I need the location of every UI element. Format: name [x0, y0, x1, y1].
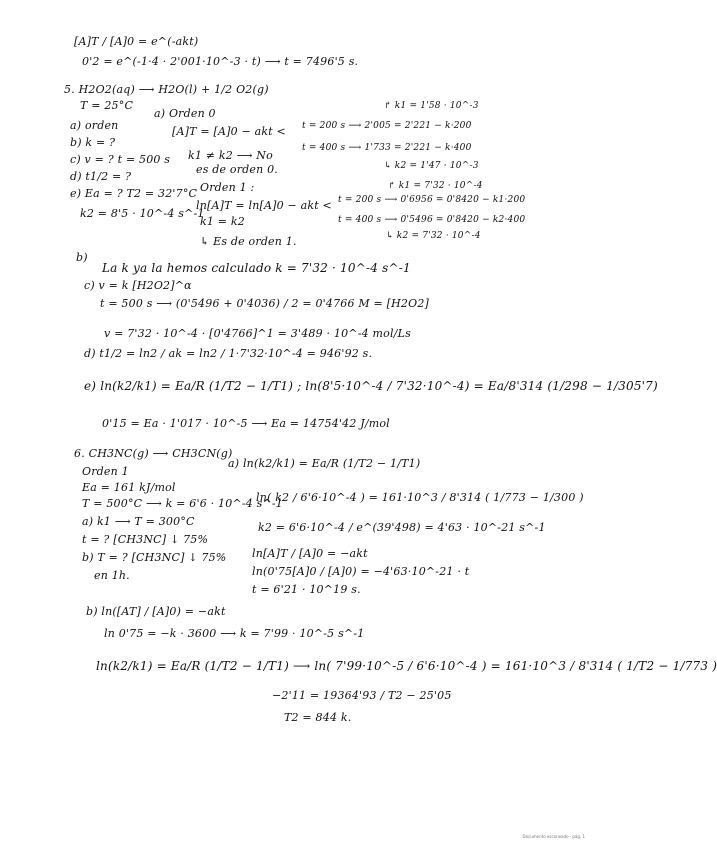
handwritten-line: ↱ k1 = 1'58 · 10^-3 — [384, 101, 479, 111]
handwritten-line: 6. CH3NC(g) ⟶ CH3CN(g) — [74, 447, 233, 460]
handwritten-line: e) Ea = ? T2 = 32'7°C — [70, 187, 198, 200]
handwritten-line: t = 400 s ⟶ 0'5496 = 0'8420 − k2·400 — [338, 215, 526, 225]
handwritten-line: t = ? [CH3NC] ↓ 75% — [82, 533, 209, 546]
handwritten-line: ln[A]T = ln[A]0 − akt < — [196, 199, 332, 212]
handwritten-line: b) ln([AT] / [A]0) = −akt — [86, 605, 226, 618]
handwritten-line: d) t1/2 = ln2 / ak = ln2 / 1·7'32·10^-4 = 946'92 s. — [84, 347, 373, 360]
handwritten-line: T = 500°C ⟶ k = 6'6 · 10^-4 s^-1 — [82, 497, 284, 510]
handwritten-line: t = 400 s ⟶ 1'733 = 2'221 − k·400 — [302, 143, 472, 153]
handwritten-line: ln( k2 / 6'6·10^-4 ) = 161·10^3 / 8'314 ( 1/773 − 1/300 ) — [256, 491, 584, 504]
handwritten-line: c) v = ? t = 500 s — [70, 153, 171, 166]
handwritten-line: a) orden — [70, 119, 119, 132]
handwritten-line: t = 200 s ⟶ 0'6956 = 0'8420 − k1·200 — [338, 195, 526, 205]
handwritten-line: b) — [76, 251, 88, 264]
handwritten-line: ln(k2/k1) = Ea/R (1/T2 − 1/T1) ⟶ ln( 7'99·10^-5 / 6'6·10^-4 ) = 161·10^3 / 8'314 ( 1/T2 − 1/773 ) — [96, 659, 717, 673]
handwritten-line: t = 200 s ⟶ 2'005 = 2'221 − k·200 — [302, 121, 472, 131]
handwritten-line: es de orden 0. — [196, 163, 279, 176]
handwritten-line: c) v = k [H2O2]^α — [84, 279, 192, 292]
handwritten-line: a) Orden 0 — [154, 107, 216, 120]
handwritten-line: ↳ Es de orden 1. — [200, 235, 297, 248]
handwritten-line: 0'15 = Ea · 1'017 · 10^-5 ⟶ Ea = 14754'42 J/mol — [102, 417, 390, 430]
handwritten-line: 0'2 = e^(-1·4 · 2'001·10^-3 · t) ⟶ t = 7496'5 s. — [82, 55, 359, 68]
handwritten-line: [A]T = [A]0 − akt < — [172, 125, 286, 138]
handwritten-line: en 1h. — [94, 569, 130, 582]
handwritten-line: ↱ k1 = 7'32 · 10^-4 — [388, 181, 483, 191]
handwritten-line: [A]T / [A]0 = e^(-akt) — [74, 35, 199, 48]
handwritten-line: b) k = ? — [70, 136, 116, 149]
handwritten-line: La k ya la hemos calculado k = 7'32 · 10^-4 s^-1 — [102, 261, 411, 275]
handwritten-line: ln 0'75 = −k · 3600 ⟶ k = 7'99 · 10^-5 s^-1 — [104, 627, 365, 640]
handwritten-line: T2 = 844 k. — [284, 711, 352, 724]
handwritten-line: a) ln(k2/k1) = Ea/R (1/T2 − 1/T1) — [228, 457, 421, 470]
handwritten-line: a) k1 ⟶ T = 300°C — [82, 515, 195, 528]
handwritten-line: k1 ≠ k2 ⟶ No — [188, 149, 273, 162]
handwritten-line: d) t1/2 = ? — [70, 170, 132, 183]
handwritten-line: k1 = k2 — [200, 215, 245, 228]
handwritten-line: T = 25°C — [80, 99, 134, 112]
handwritten-line: t = 500 s ⟶ (0'5496 + 0'4036) / 2 = 0'4766 M = [H2O2] — [100, 297, 430, 310]
handwritten-line: v = 7'32 · 10^-4 · [0'4766]^1 = 3'489 · 10^-4 mol/Ls — [104, 327, 411, 340]
handwritten-line: 5. H2O2(aq) ⟶ H2O(l) + 1/2 O2(g) — [64, 83, 269, 96]
handwritten-line: Orden 1 : — [200, 181, 255, 194]
handwritten-line: ↳ k2 = 1'47 · 10^-3 — [384, 161, 479, 171]
footer-watermark: Documento escaneado · pág. 1 — [522, 834, 585, 839]
handwritten-line: k2 = 8'5 · 10^-4 s^-1 — [80, 207, 205, 220]
handwritten-line: k2 = 6'6·10^-4 / e^(39'498) = 4'63 · 10^-21 s^-1 — [258, 521, 546, 534]
handwritten-line: Ea = 161 kJ/mol — [82, 481, 176, 494]
handwritten-line: ln(0'75[A]0 / [A]0) = −4'63·10^-21 · t — [252, 565, 470, 578]
handwritten-line: ln[A]T / [A]0 = −akt — [252, 547, 368, 560]
handwritten-line: −2'11 = 19364'93 / T2 − 25'05 — [272, 689, 452, 702]
handwritten-line: ↳ k2 = 7'32 · 10^-4 — [386, 231, 481, 241]
handwritten-line: e) ln(k2/k1) = Ea/R (1/T2 − 1/T1) ; ln(8'5·10^-4 / 7'32·10^-4) = Ea/8'314 (1/298 − 1/305'7) — [84, 379, 658, 393]
handwritten-line: t = 6'21 · 10^19 s. — [252, 583, 361, 596]
handwritten-line: Orden 1 — [82, 465, 129, 478]
handwritten-line: b) T = ? [CH3NC] ↓ 75% — [82, 551, 227, 564]
